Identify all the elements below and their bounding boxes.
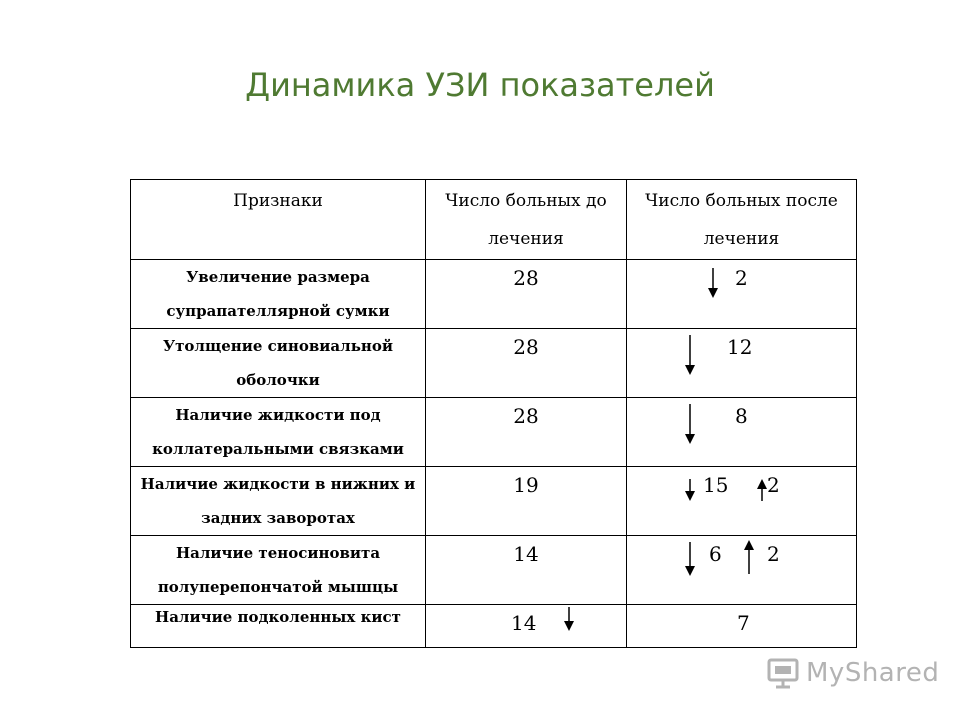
after-cell	[627, 467, 857, 536]
feature-line: Наличие жидкости под	[175, 406, 381, 424]
feature-line: супрапателлярной сумки	[166, 302, 390, 320]
arrow-down-icon	[563, 607, 575, 631]
header-features-line: Признаки	[233, 190, 323, 211]
feature-line: коллатеральными связками	[152, 440, 404, 458]
before-cell	[426, 467, 627, 536]
feature-line: Наличие жидкости в нижних и	[140, 475, 416, 493]
watermark-logo	[766, 656, 939, 690]
data-table	[130, 179, 857, 648]
after-value: 12	[727, 335, 753, 359]
before-value: 28	[513, 404, 539, 428]
header-features	[131, 180, 426, 260]
table-row	[131, 329, 857, 398]
feature-cell	[131, 605, 426, 648]
table-header-row	[131, 180, 857, 260]
table-row	[131, 536, 857, 605]
page-title: Динамика УЗИ показателей	[245, 66, 715, 104]
after-cell	[627, 605, 857, 648]
feature-line: оболочки	[236, 371, 320, 389]
after-value: 7	[737, 611, 750, 635]
feature-cell	[131, 536, 426, 605]
feature-line: Увеличение размера	[186, 268, 370, 286]
arrow-down-icon	[684, 479, 696, 501]
before-cell	[426, 605, 627, 648]
header-before-line-2: лечения	[488, 228, 564, 249]
arrow-up-icon	[743, 540, 755, 574]
feature-cell	[131, 467, 426, 536]
table-row	[131, 260, 857, 329]
table-row	[131, 605, 857, 648]
feature-line: полуперепончатой мышцы	[157, 578, 399, 596]
feature-cell	[131, 329, 426, 398]
arrow-up-icon	[756, 479, 768, 501]
before-value: 28	[513, 335, 539, 359]
header-after-line-2: лечения	[703, 228, 780, 249]
before-cell	[426, 329, 627, 398]
before-value: 19	[513, 473, 539, 497]
arrow-down-icon	[684, 335, 696, 375]
arrow-down-icon	[684, 404, 696, 444]
after-value-decreased: 6	[709, 542, 722, 566]
after-value: 8	[735, 404, 748, 428]
after-cell	[627, 260, 857, 329]
arrow-down-icon	[707, 268, 719, 298]
before-cell	[426, 398, 627, 467]
before-value: 14	[513, 542, 539, 566]
table-row	[131, 467, 857, 536]
before-cell	[426, 536, 627, 605]
table-row	[131, 398, 857, 467]
feature-line: задних заворотах	[201, 509, 355, 527]
header-before-line-1: Число больных до	[445, 190, 607, 211]
after-cell	[627, 536, 857, 605]
header-before	[426, 180, 627, 260]
after-value-increased: 2	[767, 542, 780, 566]
after-value-increased: 2	[767, 473, 780, 497]
watermark-text: MyShared	[806, 658, 940, 688]
after-cell	[627, 329, 857, 398]
arrow-down-icon	[684, 542, 696, 576]
feature-cell	[131, 260, 426, 329]
projector-screen-icon	[766, 656, 800, 690]
after-cell	[627, 398, 857, 467]
feature-line: Наличие подколенных кист	[155, 608, 401, 626]
after-value: 2	[735, 266, 748, 290]
before-value: 14	[511, 611, 537, 635]
before-value: 28	[513, 266, 539, 290]
header-after-line-1: Число больных после	[645, 190, 838, 211]
header-after	[627, 180, 857, 260]
feature-line: Утолщение синовиальной	[162, 337, 394, 355]
before-cell	[426, 260, 627, 329]
after-value-decreased: 15	[703, 473, 729, 497]
feature-cell	[131, 398, 426, 467]
feature-line: Наличие теносиновита	[175, 544, 381, 562]
